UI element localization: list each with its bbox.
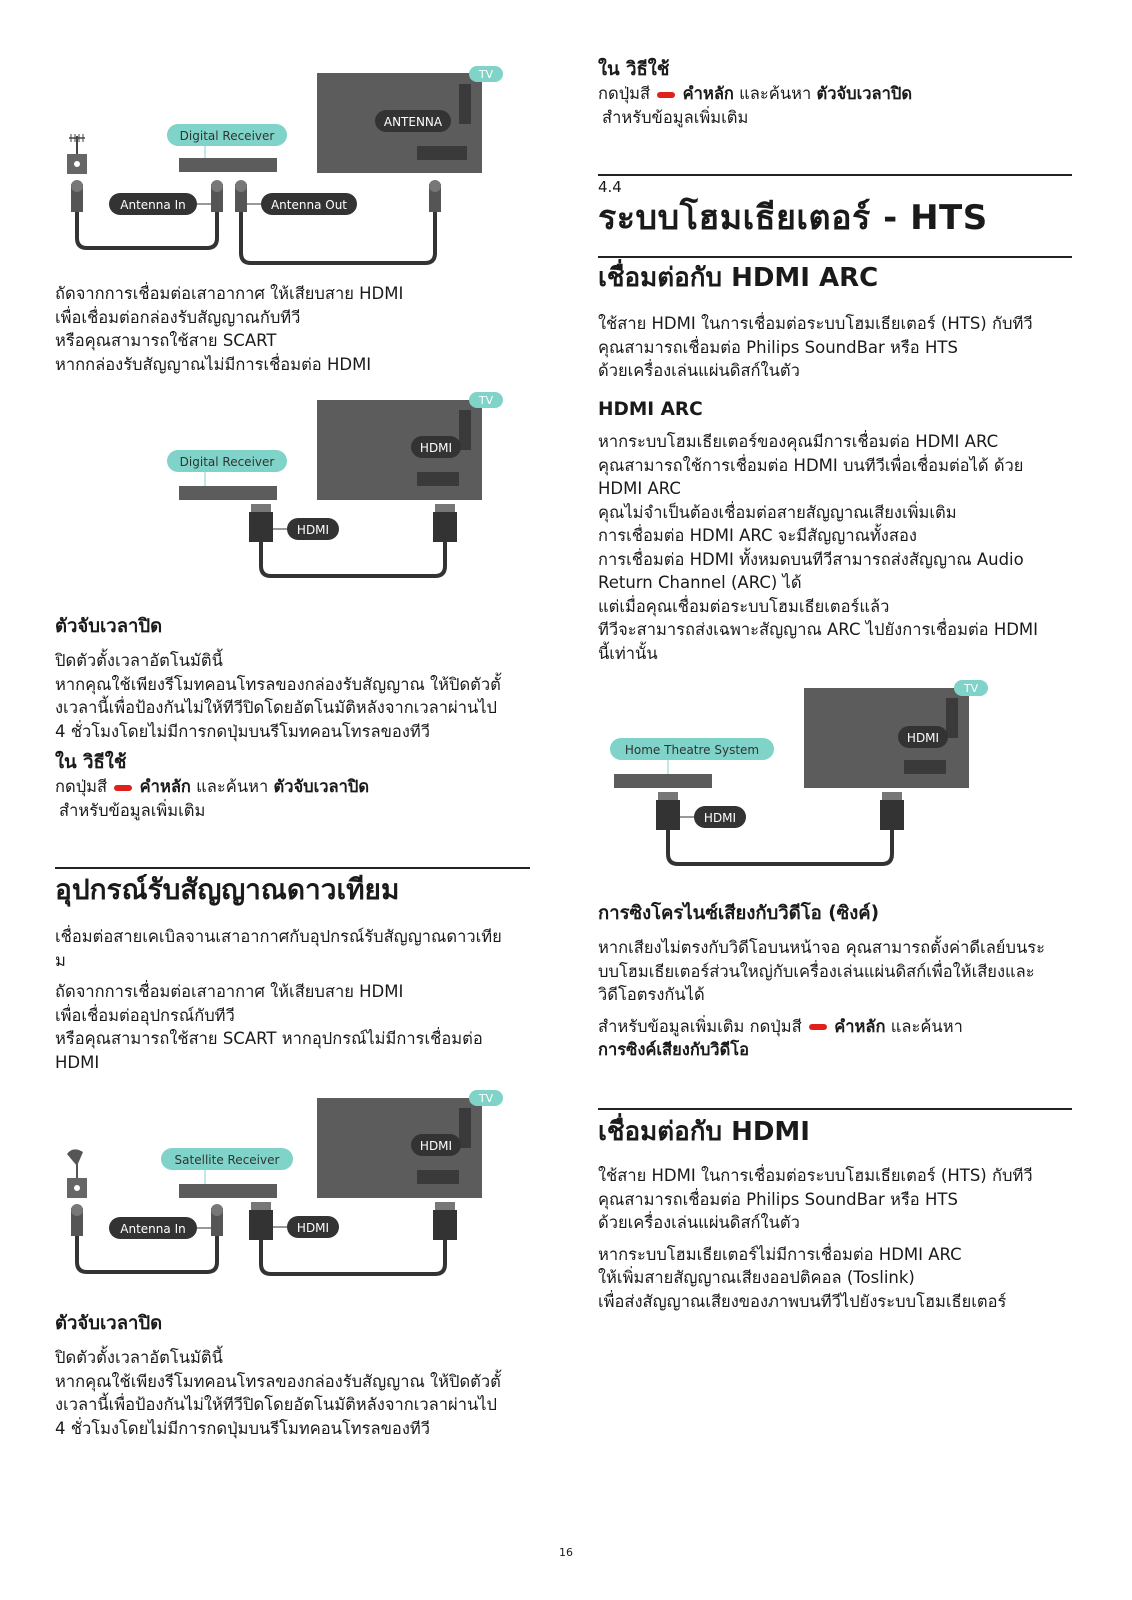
svg-text:HDMI: HDMI xyxy=(296,523,330,537)
arc-subtitle: HDMI ARC xyxy=(598,399,703,420)
antenna-cable-1 xyxy=(77,212,217,248)
svg-text:TV: TV xyxy=(478,394,494,407)
sync-paragraph: หากเสียงไม่ตรงกับวิดีโอบนหน้าจอ คุณสามารถตั้งค่าดีเลย์บนระ บบโฮมเธียเตอร์ส่วนใหญ่กับเครื่องเล่นแผ่นดิสก์เพื่อให้เสียงและ วิดีโอตรงกันได้ สำหรับข้อมูลเพิ่มเติม กดปุ่มสี คำหลัก และค้นหา การซิงค์เสียงกับวิดีโอ xyxy=(598,938,1045,1059)
arc-details: หากระบบโฮมเธียเตอร์ของคุณมีการเชื่อมต่อ HDMI ARC คุณสามารถใช้การเชื่อมต่อ HDMI บนทีวีเพื่อเชื่อมต่อได้ ด้วย HDMI ARC คุณไม่จำเป็นต้องเชื่อมต่อสายสัญญาณเสียงเพิ่มเติม การเชื่อมต่อ HDMI ARC จะมีสัญญาณทั้งสอง การเชื่อมต่อ HDMI ทั้งหมดบนทีวีสามารถส่งสัญญาณ Audio Return Channel (ARC) ได้ แต่เมื่อคุณเชื่อมต่อระบบโฮมเธียเตอร์แล้ว ทีวีจะสามารถส่งเฉพาะสัญญาณ ARC ไปยังการเชื่อมต่อ HDMI นี้เท่านั้น xyxy=(598,432,1039,663)
svg-text:ANTENNA: ANTENNA xyxy=(383,115,443,129)
svg-text:TV: TV xyxy=(963,682,979,695)
howto-line: กดปุ่มสี คำหลัก และค้นหา ตัวจับเวลาปิด xyxy=(55,777,370,796)
timer-section-2: ตัวจับเวลาปิด ปิดตัวตั้งเวลาอัตโนมัตินี้ หากคุณใช้เพียงรีโมทคอนโทรลของกล่องรับสัญญาณ ให้ปิดตัวตั้ งเวลานี้เพื่อป้องกันไม่ให้ทีวีปิดโดยอัตโนมัติหลังจากเวลาผ่านไป 4 ชั่วโมงโดยไม่มีการกดปุ่มบนรีโมทคอนโทรลของทีวี xyxy=(55,1313,501,1438)
divider xyxy=(55,867,530,869)
svg-text:Satellite Receiver: Satellite Receiver xyxy=(174,1153,280,1167)
page-number: 16 xyxy=(559,1546,573,1559)
svg-text:Digital Receiver: Digital Receiver xyxy=(179,455,275,469)
hdmi-title: เชื่อมต่อกับ HDMI xyxy=(598,1117,810,1147)
red-key-icon xyxy=(657,92,675,98)
antenna-cable-2 xyxy=(241,212,435,263)
tv-badge-text: TV xyxy=(478,68,494,81)
svg-text:HDMI: HDMI xyxy=(906,731,940,745)
arc-intro: ใช้สาย HDMI ในการเชื่อมต่อระบบโฮมเธียเตอร์ (HTS) กับทีวี คุณสามารถเชื่อมต่อ Philips SoundBar หรือ HTS ด้วยเครื่องเล่นแผ่นดิสก์ในตัว xyxy=(598,314,1033,380)
svg-text:Home Theatre System: Home Theatre System xyxy=(624,743,760,757)
section-title: ระบบโฮมเธียเตอร์ - HTS xyxy=(598,198,988,238)
timer-section-1: ตัวจับเวลาปิด ปิดตัวตั้งเวลาอัตโนมัตินี้ หากคุณใช้เพียงรีโมทคอนโทรลของกล่องรับสัญญาณ ให้ปิดตัวตั้ งเวลานี้เพื่อป้องกันไม่ให้ทีวีปิดโดยอัตโนมัติหลังจากเวลาผ่านไป 4 ชั่วโมงโดยไม่มีการกดปุ่มบนรีโมทคอนโทรลของทีวี ใน วิธีใช้ กดปุ่มสี คำหลัก และค้นหา ตัวจับเวลาปิด สำหรับข้อมูลเพิ่มเติม xyxy=(55,616,501,820)
svg-text:HDMI: HDMI xyxy=(296,1221,330,1235)
divider xyxy=(598,174,1072,176)
svg-text:TV: TV xyxy=(478,1092,494,1105)
svg-text:Antenna Out: Antenna Out xyxy=(270,198,348,212)
sync-title: การซิงโครไนซ์เสียงกับวิดีโอ (ซิงค์) xyxy=(598,903,880,924)
section-number: 4.4 xyxy=(598,178,622,196)
svg-text:Digital Receiver: Digital Receiver xyxy=(179,129,275,143)
diagram-satellite xyxy=(55,1086,525,1286)
howto-block: ใน วิธีใช้ กดปุ่มสี คำหลัก และค้นหา ตัวจับเวลาปิด สำหรับข้อมูลเพิ่มเติม xyxy=(598,59,913,127)
diagram-receiver-hdmi xyxy=(55,388,525,593)
satellite-dish-icon xyxy=(67,1149,87,1198)
diagram-home-theatre xyxy=(598,676,1068,881)
svg-text:HDMI: HDMI xyxy=(419,441,453,455)
divider xyxy=(598,256,1072,258)
red-key-icon xyxy=(114,785,132,791)
howto-title: ใน วิธีใช้ xyxy=(55,752,127,773)
satellite-paragraphs: เชื่อมต่อสายเคเบิลจานเสาอากาศกับอุปกรณ์รับสัญญาณดาวเทีย ม ถัดจากการเชื่อมต่อเสาอากาศ ให้เสียบสาย HDMI เพื่อเชื่อมต่ออุปกรณ์กับทีวี หรือคุณสามารถใช้สาย SCART หากอุปกรณ์ไม่มีการเชื่อมต่อ HDMI xyxy=(55,927,502,1072)
arc-title: เชื่อมต่อกับ HDMI ARC xyxy=(598,263,879,293)
red-key-icon xyxy=(809,1024,827,1030)
diagram-antenna-receiver xyxy=(55,58,525,273)
svg-text:HDMI: HDMI xyxy=(703,811,737,825)
svg-text:HDMI: HDMI xyxy=(419,1139,453,1153)
timer-title: ตัวจับเวลาปิด xyxy=(55,616,163,637)
svg-text:Antenna In: Antenna In xyxy=(120,1222,186,1236)
hdmi-paragraphs: ใช้สาย HDMI ในการเชื่อมต่อระบบโฮมเธียเตอร์ (HTS) กับทีวี คุณสามารถเชื่อมต่อ Philips SoundBar หรือ HTS ด้วยเครื่องเล่นแผ่นดิสก์ในตัว หากระบบโฮมเธียเตอร์ไม่มีการเชื่อมต่อ HDMI ARC ให้เพิ่มสายสัญญาณเสียงออปติคอล (Toslink) เพื่อส่งสัญญาณเสียงของภาพบนทีวีไปยังระบบโฮมเธียเตอร์ xyxy=(598,1166,1033,1311)
receiver-box xyxy=(179,158,277,172)
paragraph-receiver-hdmi: ถัดจากการเชื่อมต่อเสาอากาศ ให้เสียบสาย HDMI เพื่อเชื่อมต่อกล่องรับสัญญาณกับทีวี หรือคุณสามารถใช้สาย SCART หากกล่องรับสัญญาณไม่มีการเชื่อมต่อ HDMI xyxy=(55,284,404,374)
antenna-icon xyxy=(67,134,87,174)
divider xyxy=(598,1108,1072,1110)
timer-title: ตัวจับเวลาปิด xyxy=(55,1313,163,1334)
svg-text:Antenna In: Antenna In xyxy=(120,198,186,212)
satellite-title: อุปกรณ์รับสัญญาณดาวเทียม xyxy=(55,873,400,906)
